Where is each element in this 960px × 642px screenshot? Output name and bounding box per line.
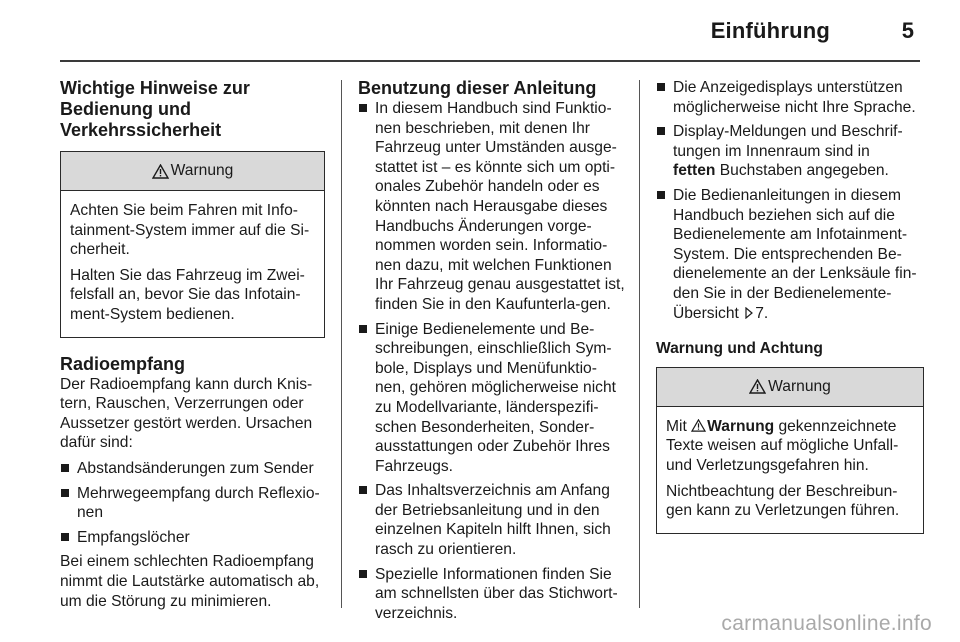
section-title-safety: Wichtige Hinweise zur Bedienung und Verkehrssicherheit	[60, 78, 250, 140]
warning-text: Achten Sie beim Fahren mit Info-tainment-System immer auf die Si-cherheit.	[70, 202, 310, 259]
warning-text: Halten Sie das Fahrzeug im Zwei-felsfall an, bevor Sie das Infotain-ment-System bedienen.	[70, 266, 305, 323]
radio-intro: Der Radioempfang kann durch Knis-tern, Rauschen, Verzerrungen oder Aussetzer gestört werden. Ursachen dafür sind:	[60, 375, 313, 452]
usage-list-continued	[656, 78, 924, 323]
list-item: Die Bedienanleitungen in diesem Handbuch beziehen sich auf die Bedienelemente am Infotainment-System. Die entsprechenden Be-dienelemente an der Lenksäule fin-den Sie in der Bedienelemente-Übersicht 7.	[656, 186, 924, 323]
page-number: 5	[901, 18, 914, 43]
list-item: Spezielle Informationen finden Sie am schnellsten über das Stichwort-verzeichnis.	[358, 565, 626, 624]
section-title-usage: Benutzung dieser Anleitung	[358, 78, 597, 98]
column-right	[656, 78, 924, 534]
page-header	[60, 0, 920, 62]
warning-label: Warnung	[768, 377, 831, 395]
page-reference-icon	[745, 307, 753, 319]
section-title-radio: Radioempfang	[60, 353, 186, 374]
warning-text: Mit Warnung gekennzeichnete Texte weisen auf mögliche Unfall- und Verletzungsgefahren hin.	[666, 417, 899, 474]
warning-box	[60, 151, 325, 338]
list-item: Das Inhaltsverzeichnis am Anfang der Betriebsanleitung und in den einzelnen Kapiteln hilft Ihnen, sich rasch zu orientieren.	[358, 481, 626, 559]
warning-label: Warnung	[170, 162, 234, 180]
list-item: Display-Meldungen und Beschrif-tungen im Innenraum sind in fetten Buchstaben angegeben.	[656, 122, 924, 181]
warning-triangle-icon	[691, 419, 706, 432]
list-item: Abstandsänderungen zum Sender	[60, 459, 325, 479]
warning-header	[61, 152, 324, 191]
column-middle	[358, 78, 626, 628]
column-divider	[639, 80, 640, 608]
column-divider	[341, 80, 342, 608]
warning-body	[61, 191, 324, 337]
list-item: Die Anzeigedisplays unterstützen möglicherweise nicht Ihre Sprache.	[656, 78, 924, 117]
warning-box	[656, 367, 924, 534]
radio-causes-list	[60, 459, 325, 547]
warning-triangle-icon	[749, 379, 766, 394]
list-item: Einige Bedienelemente und Be-schreibungen, einschließlich Sym-bole, Displays und Menüfunktio-nen, gehören möglicherweise nicht zu Modellvariante, länderspezifi-schen Besonderheiten, Sonder-ausstattungen oder Zubehör Ihres Fahrzeugs.	[358, 320, 626, 477]
usage-list	[358, 99, 626, 623]
page-reference: 7.	[755, 304, 769, 322]
list-item: Mehrwegeempfang durch Reflexio-nen	[60, 484, 325, 523]
chapter-title: Einführung	[710, 18, 830, 43]
column-left	[60, 78, 325, 617]
warning-text: Nichtbeachtung der Beschreibun-gen kann zu Verletzungen führen.	[666, 482, 900, 520]
warning-header	[657, 368, 923, 407]
list-item: Empfangslöcher	[60, 528, 325, 548]
watermark: carmanualsonline.info	[721, 612, 932, 635]
warning-body	[657, 407, 923, 533]
warning-triangle-icon	[152, 164, 169, 179]
radio-outro: Bei einem schlechten Radioempfang nimmt die Lautstärke automatisch ab, um die Störung zu minimieren.	[60, 553, 320, 610]
section-title-warnings: Warnung und Achtung	[656, 340, 823, 358]
list-item: In diesem Handbuch sind Funktio-nen beschrieben, mit denen Ihr Fahrzeug unter Umständen ausge-stattet ist – es könnte sich um opti-onales Zubehör handeln oder es könnten nach Herausgabe dieses Handbuchs Änderungen vorge-nommen worden sein. Informatio-nen dazu, mit welchen Funktionen Ihr Fahrzeug genau ausgestattet ist, finden Sie in den Kaufunterla-gen.	[358, 99, 626, 315]
